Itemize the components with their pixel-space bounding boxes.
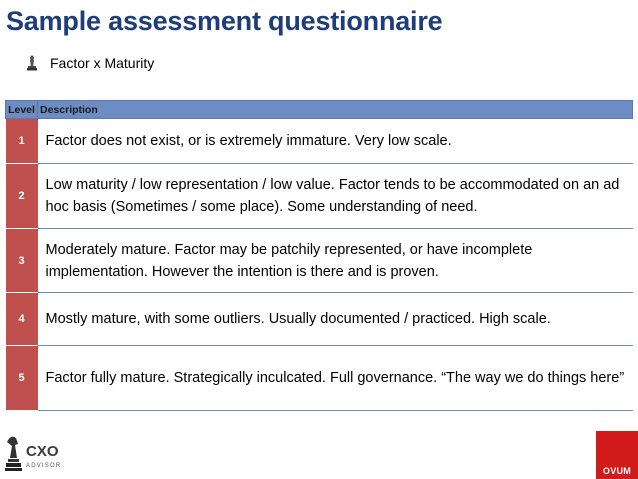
ovum-logo-text: OVUM xyxy=(602,466,632,476)
bullet-item xyxy=(26,54,154,72)
table-row xyxy=(6,293,633,346)
level-cell: 2 xyxy=(6,164,38,229)
level-cell: 5 xyxy=(6,346,38,411)
header-description: Description xyxy=(38,101,633,119)
description-cell: Factor fully mature. Strategically inculcated. Full governance. “The way we do things here” xyxy=(38,346,633,411)
cxo-logo-main: CXO xyxy=(26,443,59,460)
level-cell: 3 xyxy=(6,229,38,293)
maturity-table xyxy=(5,100,633,411)
table-row xyxy=(6,164,633,229)
cxo-advisor-logo xyxy=(4,432,84,478)
cxo-logo-sub: ADVISOR xyxy=(26,463,62,469)
chess-bishop-icon xyxy=(26,55,38,71)
ovum-logo xyxy=(596,431,638,479)
table-row xyxy=(6,346,633,411)
level-cell: 1 xyxy=(6,119,38,164)
chess-knight-icon xyxy=(5,437,22,471)
table-header-row xyxy=(6,101,633,119)
table-row xyxy=(6,119,633,164)
description-cell: Moderately mature. Factor may be patchily represented, or have incomplete implementation. However the intention is there and is proven. xyxy=(38,229,633,293)
table-row xyxy=(6,229,633,293)
level-cell: 4 xyxy=(6,293,38,346)
description-cell: Mostly mature, with some outliers. Usually documented / practiced. High scale. xyxy=(38,293,633,346)
header-level: Level xyxy=(6,101,38,119)
description-cell: Low maturity / low representation / low value. Factor tends to be accommodated on an ad hoc basis (Sometimes / some place). Some understanding of need. xyxy=(38,164,633,229)
bullet-text: Factor x Maturity xyxy=(50,55,155,71)
description-cell: Factor does not exist, or is extremely immature. Very low scale. xyxy=(38,119,633,164)
page-title: Sample assessment questionnaire xyxy=(6,6,443,36)
